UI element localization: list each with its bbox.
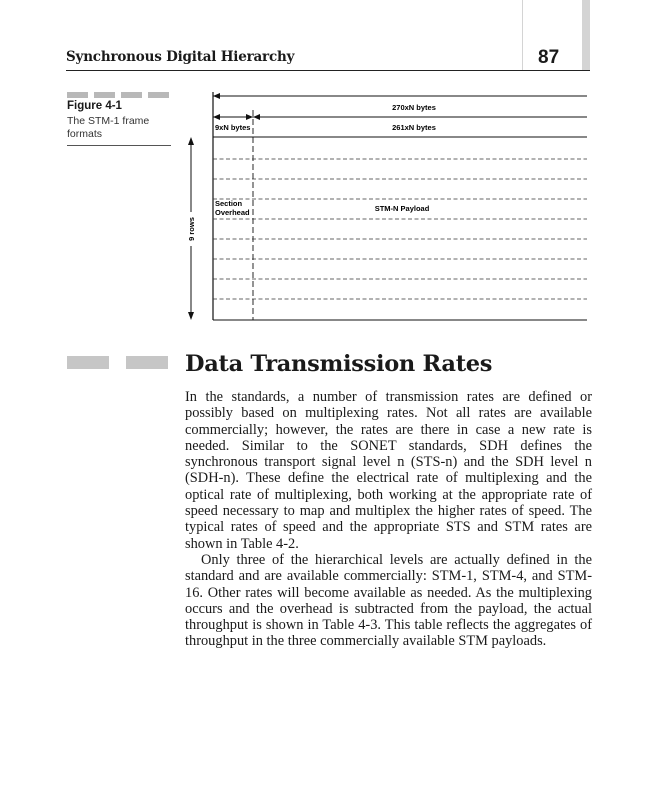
arrowhead-up-icon	[188, 137, 194, 145]
decor-block	[67, 356, 109, 369]
arrowhead-down-icon	[188, 312, 194, 320]
rows-label: 9 rows	[187, 217, 196, 241]
body-paragraph: In the standards, a number of transmission rates are defined or possibly based on multiplexing rates. Not all rates are available commercially; however, the rates are there in case a new rate is needed. Similar to the SONET standards, SDH defines the synchronous transport signal level n (STS-n) and the SDH level n (SDH-n). These define the electrical rate of multiplexing and the optical rate of multiplexing, both working at the appropriate rate of speed necessary to map and multiplex the higher rates of speed. The typical rates of speed and the appropriate STS and STM rates are shown in Table 4-2.	[185, 389, 592, 552]
overhead-width-label: 9xN bytes	[215, 123, 251, 132]
arrowhead-left-icon	[253, 114, 260, 120]
total-width-label: 270xN bytes	[392, 103, 436, 112]
page-number: 87	[538, 47, 560, 68]
arrowhead-left-icon	[213, 93, 220, 99]
section-overhead-label-line2: Overhead	[215, 208, 250, 217]
decor-block	[126, 356, 168, 369]
section-body	[185, 389, 592, 650]
stm-frame-diagram	[0, 0, 647, 340]
arrowhead-left-icon	[213, 114, 220, 120]
section-heading: Data Transmission Rates	[185, 351, 493, 377]
section-overhead-label-line1: Section	[215, 199, 243, 208]
running-head-title: Synchronous Digital Hierarchy	[66, 49, 295, 65]
figure-caption: The STM-1 frame formats	[67, 115, 150, 140]
arrowhead-right-icon	[246, 114, 253, 120]
payload-width-label: 261xN bytes	[392, 123, 436, 132]
body-paragraph: Only three of the hierarchical levels are actually defined in the standard and are available commercially: STM-1, STM-4, and STM-16. Other rates will become available as needed. As the multiplexing occurs and the overhead is subtracted from the payload, the actual throughput is shown in Table 4-3. This table reflects the aggregates of throughput in the three commercially available STM payloads.	[185, 551, 592, 650]
figure-label: Figure 4-1	[67, 100, 122, 112]
payload-label: STM-N Payload	[374, 204, 430, 213]
